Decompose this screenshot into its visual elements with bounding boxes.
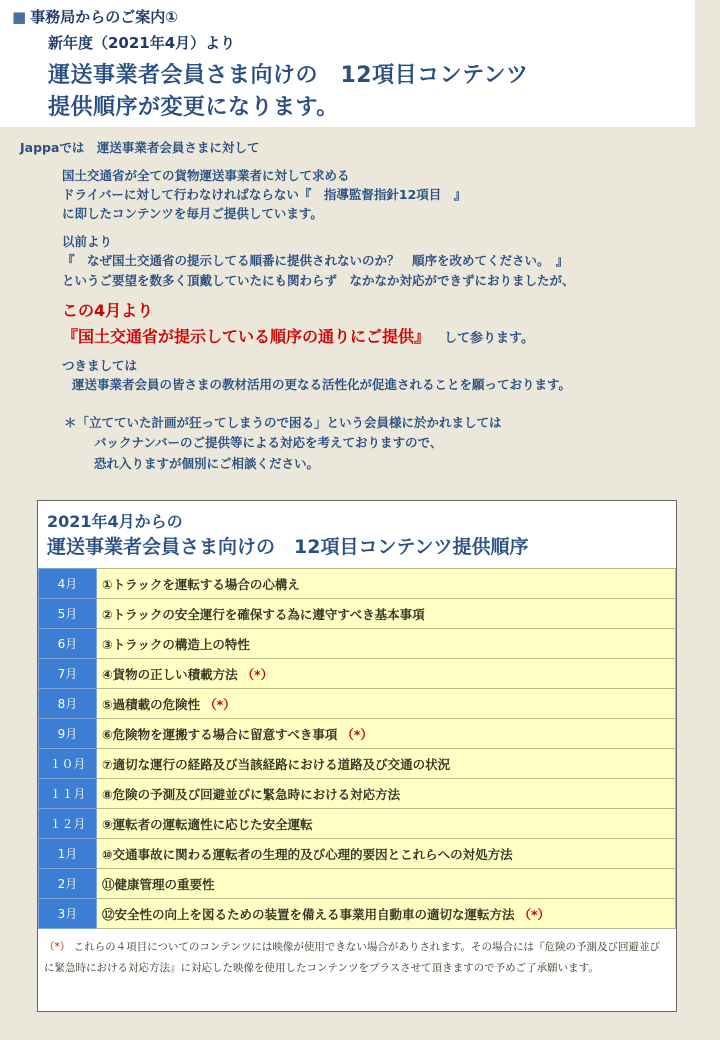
month-cell: １０月 [39, 749, 97, 779]
item-label: ⑩交通事故に関わる運転者の生理的及び心理的要因とこれらへの対処方法 [102, 846, 513, 862]
table-row [39, 839, 676, 869]
item-cell [97, 629, 676, 659]
note-line: 恐れ入りますが個別にご相談ください。 [94, 456, 320, 471]
intro-p2-line: 『 なぜ国土交通省の提示してる順番に提供されないのか？ 順序を改めてください。 』 [62, 253, 569, 268]
month-cell: 9月 [39, 719, 97, 749]
intro-p3-line: つきましては [62, 358, 138, 373]
table-row [39, 779, 676, 809]
item-label: ⑪健康管理の重要性 [102, 876, 215, 892]
month-cell: １２月 [39, 809, 97, 839]
header-title-line2: 提供順序が変更になります。 [48, 95, 339, 120]
table-row [39, 599, 676, 629]
schedule-box [37, 500, 677, 1012]
asterisk-mark: （*） [241, 666, 274, 682]
month-cell: 2月 [39, 869, 97, 899]
intro-p1-line: に即したコンテンツを毎月ご提供しています。 [62, 206, 323, 221]
month-cell: 7月 [39, 659, 97, 689]
intro-line: Jappaでは 運送事業者会員さまに対して [20, 140, 260, 155]
table-row [39, 689, 676, 719]
month-cell: １１月 [39, 779, 97, 809]
header-title-line1: 運送事業者会員さま向けの 12項目コンテンツ [48, 63, 529, 88]
item-cell [97, 779, 676, 809]
note-line: ＊「立てていた計画が狂ってしまうので困る」という会員様に於かれましては [64, 415, 502, 430]
table-row [39, 629, 676, 659]
month-cell: 8月 [39, 689, 97, 719]
intro-p3-line: 運送事業者会員の皆さまの教材活用の更なる活性化が促進されることを願っております。 [72, 377, 572, 392]
item-cell [97, 569, 676, 599]
table-row [39, 569, 676, 599]
item-cell [97, 689, 676, 719]
schedule-footnote: （*） これらの４項目についてのコンテンツには映像が使用できない場合がありされます。その場合には『危険の予測及び回避並びに緊急時における対応方法』に対応した映像を使用したコンテンツをプラスさせて頂きますので予めご了承願います。 [44, 941, 661, 974]
asterisk-mark: （*） [204, 696, 236, 712]
intro-p2-line: というご要望を数多く頂戴していたにも関わらず なかなか対応ができずにおりましたが、 [62, 273, 575, 288]
note-line: バックナンバーのご提供等による対応を考えておりますので、 [94, 435, 443, 450]
header-box [0, 0, 695, 127]
item-cell [97, 599, 676, 629]
month-cell: 1月 [39, 839, 97, 869]
month-cell: 4月 [39, 569, 97, 599]
notice-heading: ■ 事務局からのご案内① [12, 8, 178, 26]
table-row [39, 899, 676, 929]
asterisk-mark: （*） [341, 726, 373, 742]
item-label: ⑦適切な運行の経路及び当該経路における道路及び交通の状況 [102, 756, 451, 772]
table-row [39, 719, 676, 749]
item-label: ④貨物の正しい積載方法 [102, 666, 238, 682]
item-cell [97, 899, 676, 929]
item-cell [97, 659, 676, 689]
table-row [39, 749, 676, 779]
item-label: ⑤過積載の危険性 [102, 696, 201, 712]
header-subtitle: 新年度（2021年4月）より [48, 34, 236, 52]
month-cell: 6月 [39, 629, 97, 659]
red-announcement-2: 『国土交通省が提示している順序の通りにご提供』 して参ります。 [62, 327, 534, 346]
item-cell [97, 719, 676, 749]
item-cell [97, 749, 676, 779]
item-cell [97, 809, 676, 839]
intro-p2-line: 以前より [62, 234, 113, 249]
item-cell [97, 839, 676, 869]
month-cell: 3月 [39, 899, 97, 929]
item-label: ⑥危険物を運搬する場合に留意すべき事項 [102, 726, 338, 742]
month-cell: 5月 [39, 599, 97, 629]
item-cell [97, 869, 676, 899]
item-label: ①トラックを運転する場合の心構え [102, 576, 300, 592]
square-bullet-icon: ■ [12, 8, 27, 26]
item-label: ②トラックの安全運行を確保する為に遵守すべき基本事項 [102, 606, 425, 622]
table-row [39, 869, 676, 899]
intro-p1-line: ドライバーに対して行わなければならない『 指導監督指針12項目 』 [62, 187, 467, 202]
red-announcement-1: この4月より [62, 301, 154, 320]
item-label: ⑧危険の予測及び回避並びに緊急時における対応方法 [102, 786, 401, 802]
item-label: ⑫安全性の向上を図るための装置を備える事業用自動車の適切な運転方法 [102, 906, 515, 922]
item-label: ⑨運転者の運転適性に応じた安全運転 [102, 816, 313, 832]
table-row [39, 659, 676, 689]
asterisk-mark: （*） [518, 906, 551, 922]
schedule-table [38, 568, 676, 929]
schedule-heading-2: 運送事業者会員さま向けの 12項目コンテンツ提供順序 [47, 536, 529, 558]
table-row [39, 809, 676, 839]
schedule-heading-1: 2021年4月からの [47, 512, 183, 531]
intro-p1-line: 国土交通省が全ての貨物運送事業者に対して求める [62, 168, 350, 183]
item-label: ③トラックの構造上の特性 [102, 636, 250, 652]
